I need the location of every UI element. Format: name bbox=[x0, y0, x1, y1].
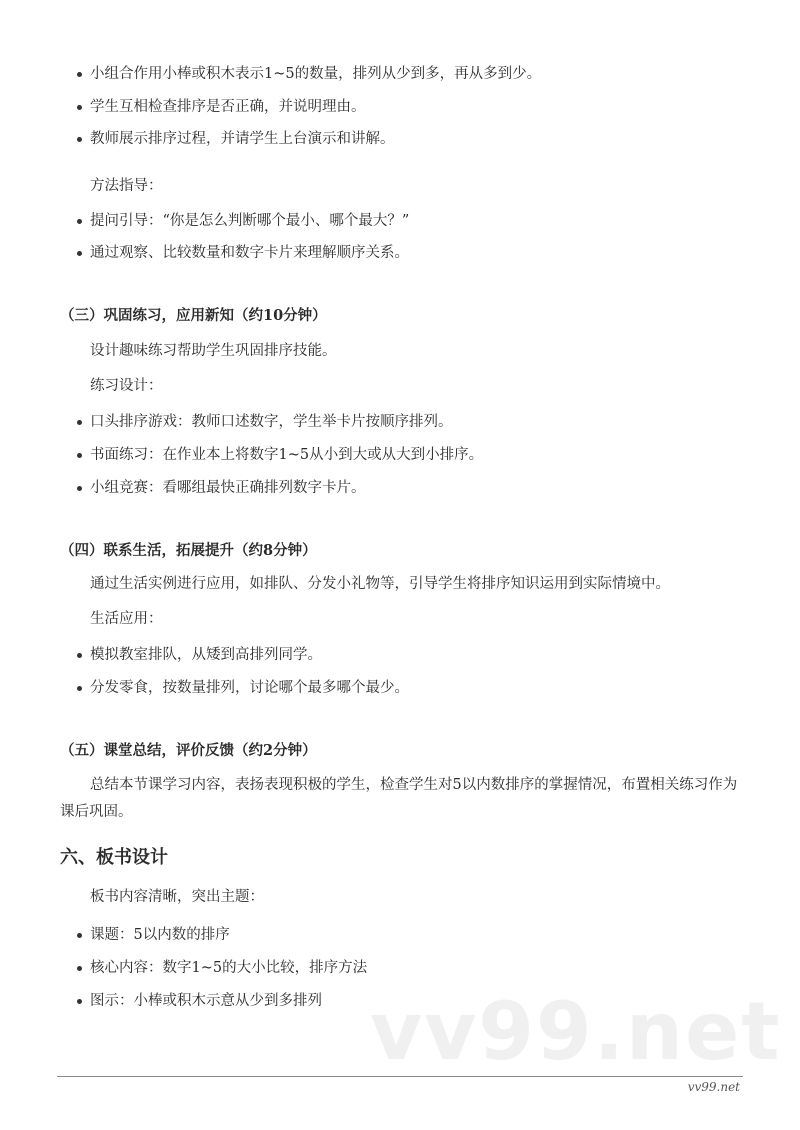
bullet-item: 核心内容：数字1~5的大小比较，排序方法 bbox=[90, 960, 368, 976]
bullet-item: 通过观察、比较数量和数字卡片来理解顺序关系。 bbox=[90, 245, 409, 261]
paragraph: 生活应用： bbox=[90, 611, 163, 627]
chapter-heading: 六、板书设计 bbox=[60, 847, 168, 868]
watermark: vv99.net bbox=[370, 985, 782, 1078]
bullet-item: 分发零食，按数量排列，讨论哪个最多哪个最少。 bbox=[90, 680, 409, 696]
footer-site-name: vv99.net bbox=[687, 1080, 740, 1094]
bullet-item: 教师展示排序过程，并请学生上台演示和讲解。 bbox=[90, 131, 395, 147]
paragraph: 总结本节课学习内容，表扬表现积极的学生，检查学生对5以内数排序的掌握情况，布置相关练习作为课后巩固。 bbox=[60, 777, 738, 820]
footer-divider bbox=[57, 1076, 743, 1077]
paragraph: 方法指导： bbox=[90, 178, 163, 194]
paragraph: 设计趣味练习帮助学生巩固排序技能。 bbox=[90, 343, 337, 359]
bullet-item: 图示：小棒或积木示意从少到多排列 bbox=[90, 993, 322, 1009]
bullet-item: 口头排序游戏：教师口述数字，学生举卡片按顺序排列。 bbox=[90, 414, 453, 430]
paragraph: 通过生活实例进行应用，如排队、分发小礼物等，引导学生将排序知识运用到实际情境中。 bbox=[90, 576, 670, 592]
bullet-item: 模拟教室排队，从矮到高排列同学。 bbox=[90, 647, 322, 663]
bullet-item: 小组合作用小棒或积木表示1~5的数量，排列从少到多，再从多到少。 bbox=[90, 66, 542, 82]
paragraph: 板书内容清晰，突出主题： bbox=[90, 889, 264, 905]
bullet-item: 学生互相检查排序是否正确，并说明理由。 bbox=[90, 99, 366, 115]
bullet-item: 提问引导：“你是怎么判断哪个最小、哪个最大？” bbox=[90, 213, 410, 229]
bullet-item: 书面练习：在作业本上将数字1~5从小到大或从大到小排序。 bbox=[90, 447, 484, 463]
paragraph: 练习设计： bbox=[90, 378, 163, 394]
section-heading: （五）课堂总结，评价反馈（约2分钟） bbox=[60, 742, 317, 759]
bullet-item: 小组竞赛：看哪组最快正确排列数字卡片。 bbox=[90, 480, 366, 496]
section-heading: （四）联系生活，拓展提升（约8分钟） bbox=[60, 542, 317, 559]
section-heading: （三）巩固练习，应用新知（约10分钟） bbox=[60, 307, 327, 324]
bullet-item: 课题：5以内数的排序 bbox=[90, 927, 230, 943]
